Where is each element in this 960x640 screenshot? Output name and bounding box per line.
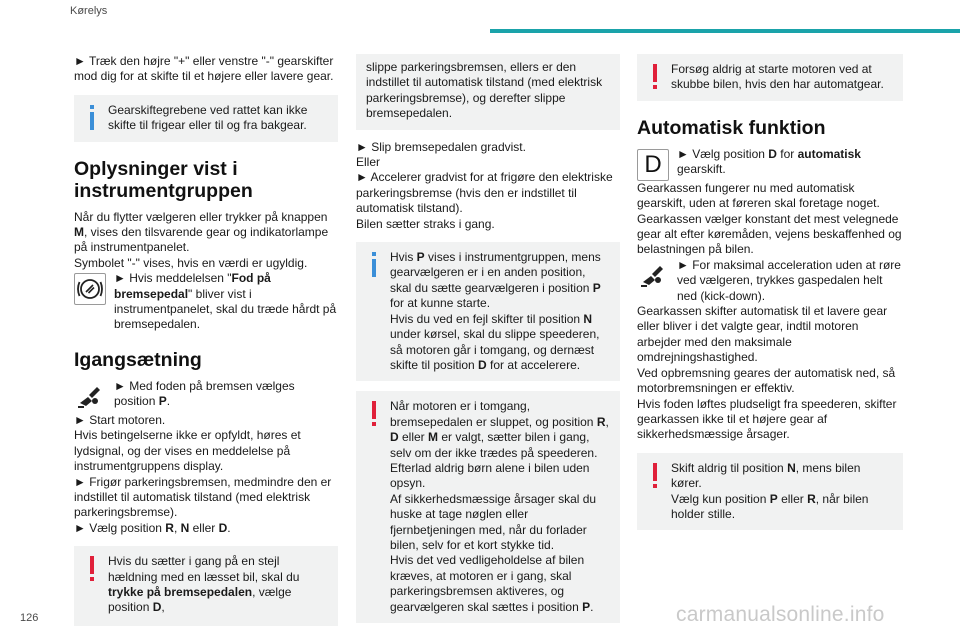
warning-text: Hvis du sætter i gang på en stejl hældning med en læsset bil, skal du trykke på bremsepedalen, vælge position D, — [108, 554, 300, 615]
info-box — [74, 95, 338, 142]
paragraph: Gearkassen skifter automatisk til et lavere gear eller bliver i det valgte gear, indtil motoren arbejder med den maksimale omdrejningshastighed. — [637, 304, 888, 365]
icon-instruction — [637, 147, 903, 181]
paragraph: Ved opbremsning geares der automatisk ned, så motorbremsningen er effektiv. — [637, 365, 896, 396]
paragraph: Symbolet "-" vises, hvis en værdi er ugyldig. — [74, 255, 308, 270]
info-icon — [369, 252, 379, 282]
warning-text: Af sikkerhedsmæssige årsager skal du huske at tage nøglen eller fjernbetjeningen med, når du forlader bilen, selv for et kort stykke tid. — [390, 491, 597, 552]
column-1 — [74, 54, 338, 636]
paragraph: Eller — [356, 155, 381, 170]
foot-pedal-icon — [637, 260, 669, 292]
info-box — [356, 242, 620, 381]
section-heading: Automatisk funktion — [637, 116, 826, 139]
paragraph: ► Frigør parkeringsbremsen, medmindre den er indstillet til automatisk tilstand (med elektrisk parkeringsbremse). — [74, 474, 332, 520]
page-number: 126 — [20, 612, 39, 624]
warning-box — [637, 453, 903, 531]
warning-icon — [87, 556, 97, 586]
warning-text: Når motoren er i tomgang, bremsepedalen er sluppet, og position R, D eller M er valgt, sætter bilen i gang, selv om der ikke trædes på speederen. — [390, 399, 609, 460]
paragraph: ► Træk den højre "+" eller venstre "-" gearskifter mod dig for at skifte til et højere eller lavere gear. — [74, 54, 334, 84]
paragraph: Gearkassen fungerer nu med automatisk gearskift, uden at føreren skal foretage noget. Gearkassen vælger konstant det mest velegnede gear alt efter køremåden, vejens beskaffenhed og belastningen på bilen. — [637, 180, 902, 257]
warning-box — [74, 546, 338, 626]
paragraph: ► Med foden på bremsen vælges position P. — [114, 378, 295, 409]
paragraph: Hvis betingelserne ikke er opfyldt, høres et lydsignal, og der vises en meddelelse på instrumentgruppens display. — [74, 428, 301, 474]
column-2 — [356, 54, 620, 633]
section-heading: Oplysninger vist i instrumentgruppen — [74, 157, 253, 202]
paragraph: Bilen sætter straks i gang. — [356, 216, 495, 231]
paragraph: Når du flytter vælgeren eller trykker på knappen M, vises den tilsvarende gear og indikatorlampe på instrumentpanelet. — [74, 209, 329, 255]
info-text: Hvis P vises i instrumentgruppen, mens gearvælgeren er i en anden position, skal du sætte gearvælgeren i position P for at kunne starte. — [390, 250, 601, 311]
warning-text: slippe parkeringsbremsen, ellers er den indstillet til automatisk tilstand (med elektrisk parkeringsbremse), og derefter slippe bremsepedalen. — [366, 60, 603, 121]
section-heading: Igangsætning — [74, 348, 202, 371]
foot-pedal-icon — [74, 381, 106, 413]
info-text: Hvis du ved en fejl skifter til position N under kørsel, skal du slippe speederen, så motoren går i tomgang, og dernæst skifte til position D for at accelerere. — [390, 311, 600, 372]
paragraph: ► Start motoren. — [74, 412, 166, 427]
brake-pedal-warning-icon — [74, 273, 106, 305]
icon-instruction — [637, 258, 903, 304]
warning-box — [637, 54, 903, 101]
warning-icon — [650, 64, 660, 94]
icon-instruction — [74, 379, 338, 413]
gear-d-icon: D — [637, 149, 669, 181]
header-title: Kørelys — [70, 5, 108, 17]
warning-text: Forsøg aldrig at starte motoren ved at skubbe bilen, hvis den har automatgear. — [671, 62, 884, 92]
icon-instruction — [74, 271, 338, 333]
paragraph: Hvis foden løftes pludseligt fra speederen, skifter gearkassen ikke til et højere gear af sikkerhedsmæssige årsager. — [637, 396, 897, 442]
paragraph: ► Slip bremsepedalen gradvist. — [356, 139, 526, 154]
info-text: Gearskiftegrebene ved rattet kan ikke skifte til frigear eller til og fra bakgear. — [108, 102, 308, 133]
column-3 — [637, 54, 903, 540]
paragraph: ► Accelerer gradvist for at frigøre den elektriske parkeringsbremse (hvis den er indstillet til automatisk tilstand). — [356, 170, 613, 216]
warning-box — [356, 391, 620, 623]
header-accent-bar — [490, 29, 960, 33]
info-icon — [87, 105, 97, 135]
paragraph: ► Hvis meddelelsen "Fod på bremsepedal" bliver vist i instrumentpanelet, skal du træde hårdt på bremsepedalen. — [114, 271, 337, 332]
paragraph: ► For maksimal acceleration uden at røre ved vælgeren, trykkes gaspedalen helt ned (kick-down). — [677, 257, 901, 303]
warning-text: Skift aldrig til position N, mens bilen kører. — [671, 460, 861, 491]
paragraph: ► Vælg position D for automatisk gearskift. — [677, 146, 861, 177]
watermark: carmanualsonline.info — [676, 603, 885, 626]
warning-icon — [369, 401, 379, 431]
warning-box-continued — [356, 54, 620, 130]
warning-text: Vælg kun position P eller R, når bilen holder stille. — [671, 491, 869, 521]
paragraph: ► Vælg position R, N eller D. — [74, 520, 231, 535]
warning-text: Hvis det ved vedligeholdelse af bilen kræves, at motoren er i gang, skal parkeringsbremsen aktiveres, og gearvælgeren skal sættes i position P. — [390, 553, 594, 614]
warning-icon — [650, 463, 660, 493]
warning-text: Efterlad aldrig børn alene i bilen uden opsyn. — [390, 460, 590, 491]
